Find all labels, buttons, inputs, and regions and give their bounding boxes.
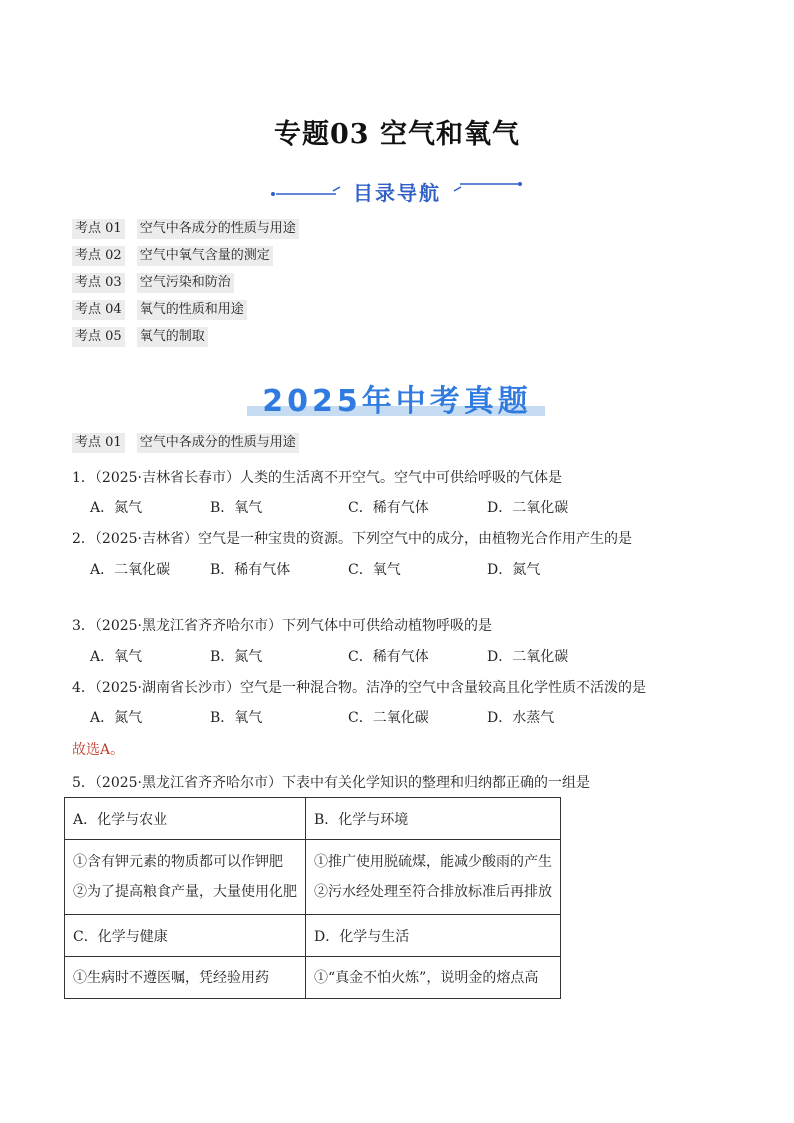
- banner-title: 2025年中考真题: [262, 384, 532, 419]
- option-c: C．氧气: [348, 562, 401, 578]
- table-item: ①生病时不遵医嘱，凭经验用药: [73, 969, 269, 986]
- option-b: B．氮气: [210, 649, 263, 665]
- toc-header: [0, 172, 794, 206]
- option-c: C．二氧化碳: [348, 710, 429, 726]
- section-banner: [0, 376, 794, 424]
- toc-item-label: 空气污染和防治: [137, 273, 234, 293]
- option-a: A．氧气: [90, 649, 143, 665]
- table-row: [65, 957, 561, 999]
- option-b: B．氧气: [210, 710, 263, 726]
- section-number: 考点 01: [72, 433, 125, 453]
- option-a: A．氮气: [90, 710, 143, 726]
- option-b: B．稀有气体: [210, 562, 291, 578]
- table-item: ①“真金不怕火炼”，说明金的熔点高: [314, 969, 539, 986]
- question-stem: 4．（2025·湖南省长沙市）空气是一种混合物。洁净的空气中含量较高且化学性质不活泼的是: [72, 680, 646, 696]
- toc-item-label: 氧气的制取: [137, 327, 208, 347]
- question-stem: 2．（2025·吉林省）空气是一种宝贵的资源。下列空气中的成分，由植物光合作用产生的是: [72, 531, 632, 547]
- table-row: [65, 915, 561, 957]
- table-cell-a-head: A．化学与农业: [65, 798, 306, 840]
- toc-item[interactable]: [72, 273, 299, 300]
- toc-item-label: 空气中氧气含量的测定: [137, 246, 273, 266]
- toc-item[interactable]: [72, 327, 299, 354]
- toc-item[interactable]: [72, 300, 299, 327]
- table-item: ①推广使用脱硫煤，能减少酸雨的产生: [314, 854, 552, 870]
- option-a: A．二氧化碳: [90, 562, 171, 578]
- table-item: ②污水经处理至符合排放标准后再排放: [314, 884, 552, 900]
- toc-title: 目录导航: [353, 181, 441, 205]
- option-d: D．二氧化碳: [487, 500, 569, 516]
- question-stem: 1．（2025·吉林省长春市）人类的生活离不开空气。空气中可供给呼吸的气体是: [72, 470, 562, 486]
- question-stem: 3．（2025·黑龙江省齐齐哈尔市）下列气体中可供给动植物呼吸的是: [72, 618, 492, 634]
- toc-item[interactable]: [72, 219, 299, 246]
- table-of-contents: [72, 219, 299, 354]
- page-title: 专题03 空气和氧气: [274, 119, 520, 150]
- option-c: C．稀有气体: [348, 649, 429, 665]
- table-item: ②为了提高粮食产量，大量使用化肥: [73, 884, 297, 900]
- option-d: D．水蒸气: [487, 710, 555, 726]
- toc-item-number: 考点 03: [72, 273, 125, 293]
- toc-item[interactable]: [72, 246, 299, 273]
- table-cell-b-head: B．化学与环境: [306, 798, 561, 840]
- option-c: C．稀有气体: [348, 500, 429, 516]
- section-text: 空气中各成分的性质与用途: [137, 433, 299, 453]
- table-cell-c-items: [65, 957, 306, 999]
- question-stem: 5．（2025·黑龙江省齐齐哈尔市）下表中有关化学知识的整理和归纳都正确的一组是: [72, 775, 590, 791]
- option-a: A．氮气: [90, 500, 143, 516]
- table-cell-d-items: [306, 957, 561, 999]
- option-d: D．氮气: [487, 562, 541, 578]
- toc-item-number: 考点 01: [72, 219, 125, 239]
- section-label: [72, 433, 299, 453]
- option-d: D．二氧化碳: [487, 649, 569, 665]
- answer-note: 故选A。: [72, 742, 125, 758]
- table-cell-a-items: [65, 840, 306, 915]
- toc-item-label: 氧气的性质和用途: [137, 300, 247, 320]
- table-cell-d-head: D．化学与生活: [306, 915, 561, 957]
- table-cell-c-head: C．化学与健康: [65, 915, 306, 957]
- table-row: [65, 840, 561, 915]
- knowledge-table: [64, 797, 561, 999]
- table-cell-b-items: [306, 840, 561, 915]
- option-b: B．氧气: [210, 500, 263, 516]
- toc-item-number: 考点 05: [72, 327, 125, 347]
- toc-item-label: 空气中各成分的性质与用途: [137, 219, 299, 239]
- toc-item-number: 考点 02: [72, 246, 125, 266]
- table-item: ①含有钾元素的物质都可以作钾肥: [73, 854, 283, 870]
- table-row: [65, 798, 561, 840]
- toc-item-number: 考点 04: [72, 300, 125, 320]
